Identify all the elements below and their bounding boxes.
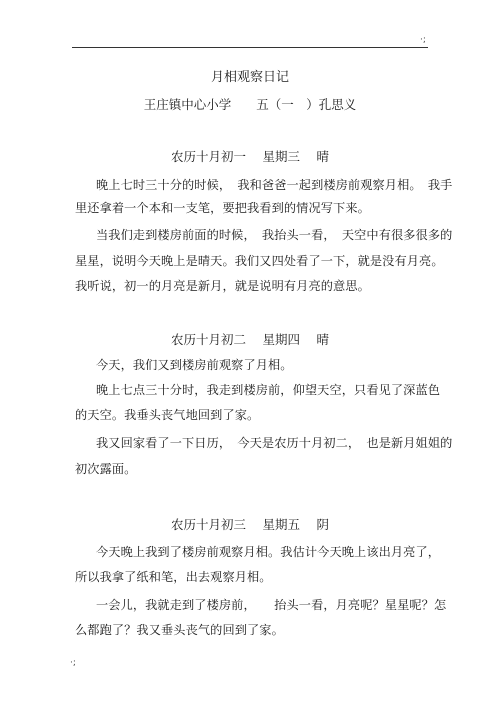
header-rule bbox=[72, 47, 428, 48]
entry-line: 我又回家看了一下日历， 今天是农历十月初二， 也是新月姐姐的 bbox=[96, 436, 453, 450]
entry-line: 当我们走到楼房前面的时候， 我抬头一看， 天空中有很多很多的 bbox=[96, 228, 453, 242]
document-title: 月相观察日记 bbox=[210, 70, 289, 85]
author-byline: 王庄镇中心小学 五（一 ）孔思义 bbox=[143, 97, 357, 112]
entry-line: 所以我拿了纸和笔，出去观察月相。 bbox=[75, 570, 272, 584]
entry-line: 今天晚上我到了楼房前观察月相。我估计今天晚上该出月亮了， bbox=[96, 545, 441, 559]
entry-line: 初次露面。 bbox=[75, 462, 137, 476]
entry-heading: 农历十月初一 星期三 晴 bbox=[171, 149, 329, 164]
entry-line: 的天空。我垂头丧气地回到了家。 bbox=[75, 408, 260, 422]
entry-line: 星星，说明今天晚上是晴天。我们又四处看了一下，就是没有月亮。 bbox=[75, 254, 444, 268]
entry-heading: 农历十月初三 星期五 阴 bbox=[171, 517, 329, 532]
entry-heading: 农历十月初二 星期四 晴 bbox=[171, 332, 329, 347]
entry-line: 么都跑了？我又垂头丧气的回到了家。 bbox=[75, 623, 284, 637]
footer-corner-mark: ·; bbox=[70, 658, 76, 668]
header-corner-mark: ·; bbox=[420, 35, 426, 45]
entry-line: 晚上七时三十分的时候， 我和爸爸一起到楼房前观察月相。 我手 bbox=[96, 178, 453, 192]
entry-line: 我听说，初一的月亮是新月，就是说明有月亮的意思。 bbox=[75, 279, 370, 293]
entry-line: 里还拿着一个本和一支笔，要把我看到的情况写下来。 bbox=[75, 201, 370, 215]
entry-line: 今天，我们又到楼房前观察了月相。 bbox=[96, 358, 293, 372]
entry-line: 晚上七点三十分时，我走到楼房前，仰望天空，只看见了深蓝色 bbox=[96, 383, 441, 397]
entry-line: 一会儿，我就走到了楼房前， 抬头一看，月亮呢？星星呢？怎 bbox=[96, 598, 447, 612]
